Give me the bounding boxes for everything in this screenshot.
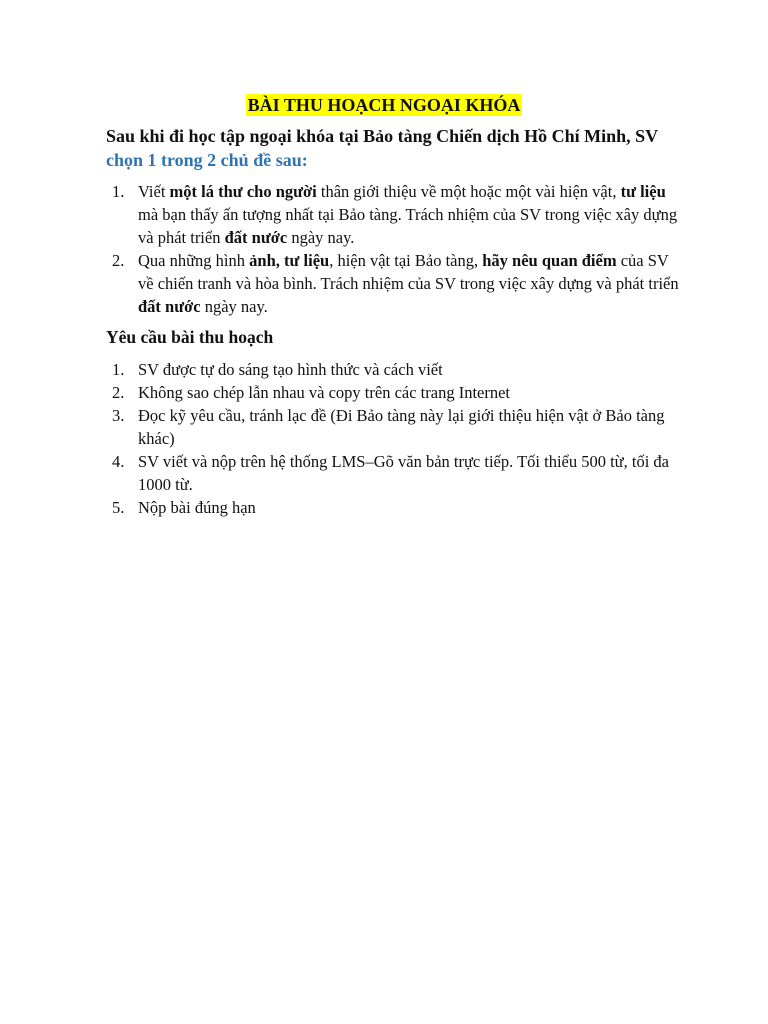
topic-bold-text: đất nước	[224, 228, 288, 247]
requirements-list	[106, 358, 686, 519]
requirement-text: SV viết và nộp trên hệ thống LMS–Gõ văn bản trực tiếp. Tối thiểu 500 từ, tối đa 1000 từ.	[138, 452, 669, 494]
topic-text: Viết	[138, 182, 170, 201]
list-item	[106, 180, 686, 249]
list-item	[106, 249, 686, 318]
requirement-text: Đọc kỹ yêu cầu, tránh lạc đề (Đi Bảo tàng này lại giới thiệu hiện vật ở Bảo tàng khác)	[138, 406, 665, 448]
intro-accent-text: chọn 1 trong 2 chủ đề sau:	[106, 150, 308, 170]
topic-text: ngày nay.	[287, 228, 355, 247]
topic-bold-text: hãy nêu quan điểm	[482, 251, 617, 270]
list-item	[106, 381, 686, 404]
requirement-text: SV được tự do sáng tạo hình thức và cách viết	[138, 360, 443, 379]
list-item	[106, 450, 686, 496]
topic-bold-text: ảnh, tư liệu	[249, 251, 330, 270]
list-number: 2.	[112, 383, 125, 402]
list-number: 1.	[112, 182, 125, 201]
requirements-heading: Yêu cầu bài thu hoạch	[106, 327, 274, 347]
topic-text: Qua những hình	[138, 251, 250, 270]
list-number: 1.	[112, 360, 125, 379]
list-item	[106, 496, 686, 519]
topic-bold-text: một lá thư cho người	[169, 182, 317, 201]
topic-list	[106, 180, 686, 318]
list-number: 5.	[112, 498, 125, 517]
requirement-text: Nộp bài đúng hạn	[138, 498, 256, 517]
topic-bold-text: tư liệu	[620, 182, 666, 201]
document-title: BÀI THU HOẠCH NGOẠI KHÓA	[247, 95, 521, 115]
topic-text: mà bạn thấy ấn tượng nhất tại Bảo tàng. Trách nhiệm của SV trong việc xây dựng và phát triển	[138, 205, 678, 247]
topic-text: của SV về chiến tranh và hòa bình. Trách nhiệm của SV trong việc xây dựng và phát triển	[138, 251, 679, 293]
requirement-text: Không sao chép lẫn nhau và copy trên các trang Internet	[138, 383, 511, 402]
title-row	[0, 94, 768, 116]
topic-text: , hiện vật tại Bảo tàng,	[329, 251, 483, 270]
topic-text: ngày nay.	[200, 297, 268, 316]
topic-text: thân giới thiệu về một hoặc một vài hiện vật,	[316, 182, 621, 201]
list-number: 4.	[112, 452, 125, 471]
topic-bold-text: đất nước	[138, 297, 201, 316]
list-item	[106, 358, 686, 381]
list-item	[106, 404, 686, 450]
list-number: 2.	[112, 251, 125, 270]
list-number: 3.	[112, 406, 125, 425]
intro-paragraph	[106, 124, 686, 172]
intro-text: Sau khi đi học tập ngoại khóa tại Bảo tàng Chiến dịch Hồ Chí Minh, SV	[106, 126, 658, 146]
